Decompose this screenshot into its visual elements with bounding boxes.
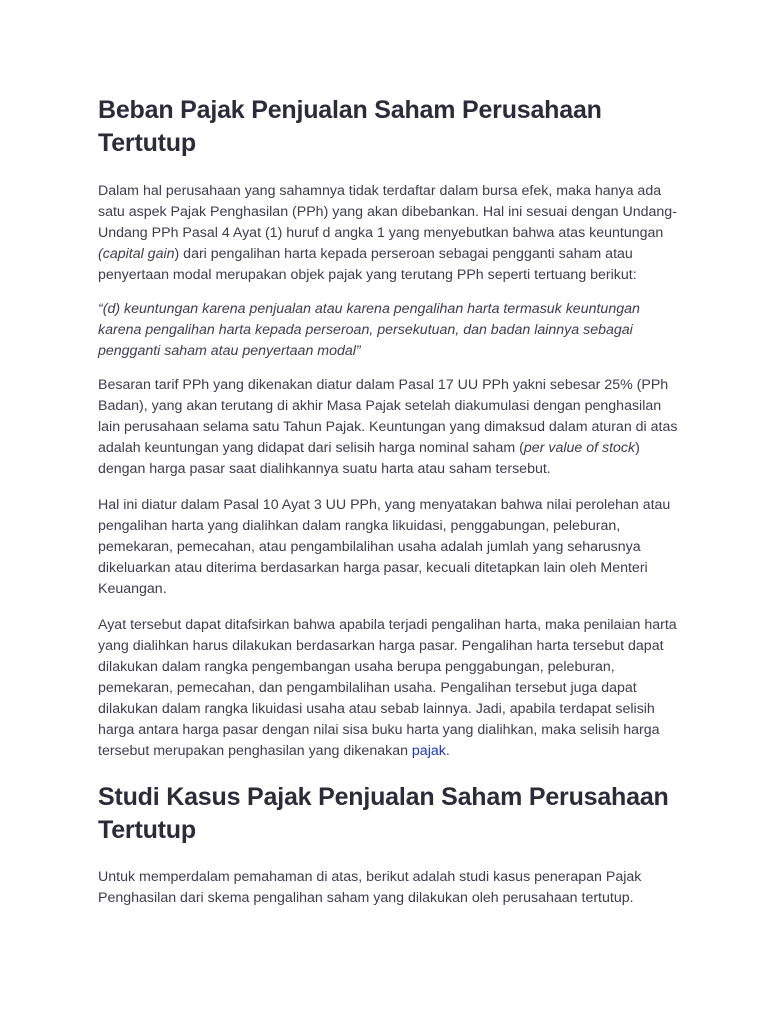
paragraph-tarif-text-a: Besaran tarif PPh yang dikenakan diatur dalam Pasal 17 UU PPh yakni sebesar 25% (PPh Badan), yang akan terutang di akhir Masa Pajak setelah diakumulasi dengan penghasilan lain perusahaan selama satu Tahun Pajak. Keuntungan yang dimaksud dalam aturan di atas adalah keuntungan yang didapat dari selisih harga nominal saham ( [98, 377, 678, 456]
paragraph-tafsir-text-a: Ayat tersebut dapat ditafsirkan bahwa apabila terjadi pengalihan harta, maka penilaian harta yang dialihkan harus dilakukan berdasarkan harga pasar. Pengalihan harta tersebut dapat dilakukan dalam rangka pengembangan usaha berupa penggabungan, peleburan, pemekaran, pemecahan, dan pengambilalihan usaha. Pengalihan tersebut juga dapat dilakukan dalam rangka likuidasi usaha atau sebab lainnya. Jadi, apabila terdapat selisih harga antara harga pasar dengan nilai sisa buku harta yang dialihkan, maka selisih harga tersebut merupakan penghasilan yang dikenakan [98, 617, 677, 759]
paragraph-studi-kasus: Untuk memperdalam pemahaman di atas, berikut adalah studi kasus penerapan Pajak Penghasilan dari skema pengalihan saham yang dilakukan oleh perusahaan tertutup. [98, 869, 642, 906]
law-quote: “(d) keuntungan karena penjualan atau karena pengalihan harta termasuk keuntungan karena pengalihan harta kepada perseroan, persekutuan, dan badan lainnya sebagai pengganti saham atau penyertaan modal” [98, 301, 640, 359]
paragraph-tafsir-text-b: . [445, 743, 450, 759]
paragraph-tarif-text-b: ) dengan harga pasar saat dialihkannya suatu harta atau saham tersebut. [98, 440, 640, 477]
paragraph-intro [98, 181, 678, 286]
article-body [98, 94, 678, 909]
pajak-link[interactable]: pajak [411, 743, 446, 759]
capital-gain-term: (capital gain [98, 246, 175, 262]
per-value-term: per value of stock [523, 440, 636, 456]
paragraph-tarif [98, 375, 678, 480]
paragraph-intro-text-a: Dalam hal perusahaan yang sahamnya tidak terdaftar dalam bursa efek, maka hanya ada satu aspek Pajak Penghasilan (PPh) yang akan dibebankan. Hal ini sesuai dengan Undang-Undang PPh Pasal 4 Ayat (1) huruf d angka 1 yang menyebutkan bahwa atas keuntungan [98, 183, 677, 241]
section-heading-beban-pajak: Beban Pajak Penjualan Saham Perusahaan Tertutup [98, 96, 602, 157]
section-heading-studi-kasus: Studi Kasus Pajak Penjualan Saham Perusahaan Tertutup [98, 783, 669, 844]
paragraph-pasal-10: Hal ini diatur dalam Pasal 10 Ayat 3 UU PPh, yang menyatakan bahwa nilai perolehan atau pengalihan harta yang dialihkan dalam rangka likuidasi, penggabungan, peleburan, pemekaran, pemecahan, atau pengambilalihan usaha adalah jumlah yang seharusnya dikeluarkan atau diterima berdasarkan harga pasar, kecuali ditetapkan lain oleh Menteri Keuangan. [98, 497, 671, 597]
paragraph-intro-text-b: ) dari pengalihan harta kepada perseroan sebagai pengganti saham atau penyertaan modal merupakan objek pajak yang terutang PPh seperti tertuang berikut: [98, 246, 637, 283]
paragraph-tafsir [98, 615, 678, 762]
